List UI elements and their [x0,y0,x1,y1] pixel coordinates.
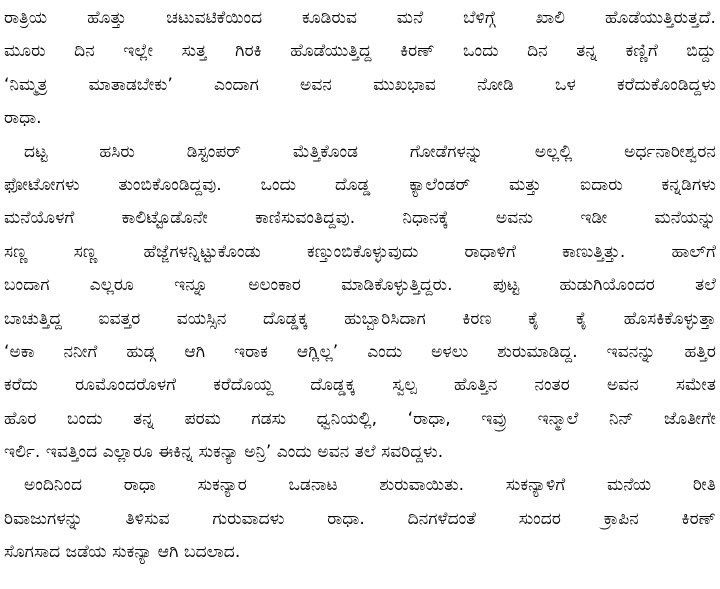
text-line: ರಾತ್ರಿಯ ಹೊತ್ತು ಚಟುವಟಿಕೆಯಿಂದ ಕೂಡಿರುವ ಮನೆ ಬೆಳಿಗ್ಗೆ ಖಾಲಿ ಹೊಡೆಯುತ್ತಿರುತ್ತದೆ. [4,8,716,28]
text-line: ಇರ್ಲಿ. ಇವತ್ತಿಂದ ಎಲ್ಲಾರೂ ಈಕಿನ್ನ ಸುಕನ್ಯಾ ಅನ್ರಿ’ ಎಂದು ಅವನ ತಲೆ ಸವರಿದ್ದಳು. [4,442,444,463]
paragraph-2 [4,136,716,470]
text-line: ‘ನಿಮ್ಮತ್ರ ಮಾತಾಡಬೇಕು’ ಎಂದಾಗ ಅವನ ಮುಖಭಾವ ನೋಡಿ ಒಳ ಕರೆದುಕೊಂಡಿದ್ದಳು [4,74,716,95]
text-line: ಬಂದಾಗ ಎಲ್ಲರೂ ಇನ್ನೂ ಅಲಂಕಾರ ಮಾಡಿಕೊಳ್ಳುತ್ತಿದ್ದರು. ಪುಟ್ಟ ಹುಡುಗಿಯೊಂದರ ತಲೆ [4,275,716,296]
text-line: ದಟ್ಟ ಹಸಿರು ಡಿಸ್ಟಂಪರ್ ಮೆತ್ತಿಕೊಂಡ ಗೋಡೆಗಳನ್ನು ಅಲ್ಲಲ್ಲಿ ಅರ್ಧನಾರೀಶ್ವರನ [24,141,716,162]
paragraph-3 [4,469,716,569]
text-line: ಬಾಚುತ್ತಿದ್ದ ಐವತ್ತರ ವಯಸ್ಸಿನ ದೊಡ್ಡಕ್ಕ ಹುಬ್ಬಾರಿಸಿದಾಗ ಕಿರಣ ಕೈ ಕೈ ಹೊಸಕಿಕೊಳ್ಳುತ್ತಾ [4,308,716,329]
text-line: ‘ಅಕಾ ನನೀಗೆ ಹುಡ್ಗ ಆಗಿ ಇರಾಕ ಆಗ್ಲಿಲ್ಲ’ ಎಂದು ಅಳಲು ಶುರುಮಾಡಿದ್ದ. ಇವನನ್ನು ಹತ್ತಿರ [4,341,716,362]
text-line: ಹೊರ ಬಂದು ತನ್ನ ಪರಮ ಗಡಸು ಧ್ವನಿಯಲ್ಲಿ, ‘ರಾಧಾ, ಇವ್ರು ಇನ್ಮಾಲೆ ನಿನ್ ಜೊತೀಗೇ [4,408,716,429]
text-line: ಫೋಟೋಗಳು ತುಂಬಿಕೊಂಡಿದ್ದವು. ಒಂದು ದೊಡ್ಡ ಕ್ಯಾಲೆಂಡರ್ ಮತ್ತು ಐದಾರು ಕನ್ನಡಿಗಳು [4,174,716,195]
text-line: ರಿವಾಜುಗಳನ್ನು ತಿಳಿಸುವ ಗುರುವಾದಳು ರಾಧಾ. ದಿನಗಳೆದಂತೆ ಸುಂದರ ಕ್ರಾಪಿನ ಕಿರಣ್ [4,508,716,529]
text-line: ಸೊಗಸಾದ ಜಡೆಯ ಸುಕನ್ಯಾ ಆಗಿ ಬದಲಾದ. [4,542,241,563]
text-line: ರಾಧಾ. [4,108,42,129]
text-line: ಮನೆಯೊಳಗೆ ಕಾಲಿಟ್ಟೊಡೊನೇ ಕಾಣಿಸುವಂತಿದ್ದವು. ನಿಧಾನಕ್ಕೆ ಅವನು ಇಡೀ ಮನೆಯನ್ನು [4,208,716,229]
text-line: ಮೂರು ದಿನ ಇಲ್ಲೇ ಸುತ್ತ ಗಿರಕಿ ಹೊಡೆಯುತ್ತಿದ್ದ ಕಿರಣ್ ಒಂದು ದಿನ ತನ್ನ ಕಣ್ಣಿಗೆ ಬಿದ್ದು [4,41,716,62]
text-line: ಅಂದಿನಿಂದ ರಾಧಾ ಸುಕನ್ಯಾರ ಒಡನಾಟ ಶುರುವಾಯಿತು. ಸುಕನ್ಯಾಳಿಗೆ ಮನೆಯ ರೀತಿ [24,475,716,496]
text-line: ಸಣ್ಣ ಸಣ್ಣ ಹೆಜ್ಜೆಗಳನ್ನಿಟ್ಟುಕೊಂಡು ಕಣ್ತುಂಬಿಕೊಳ್ಳುವುದು ರಾಧಾಳಿಗೆ ಕಾಣುತ್ತಿತ್ತು. ಹಾಲ್‌ಗೆ [4,241,716,262]
paragraph-1 [4,2,716,136]
text-line: ಕರೆದು ರೂಮೊಂದರೊಳಗೆ ಕರೆದೊಯ್ದ ದೊಡ್ಡಕ್ಕ ಸ್ವಲ್ಪ ಹೊತ್ತಿನ ನಂತರ ಅವನ ಸಮೇತ [4,375,716,396]
